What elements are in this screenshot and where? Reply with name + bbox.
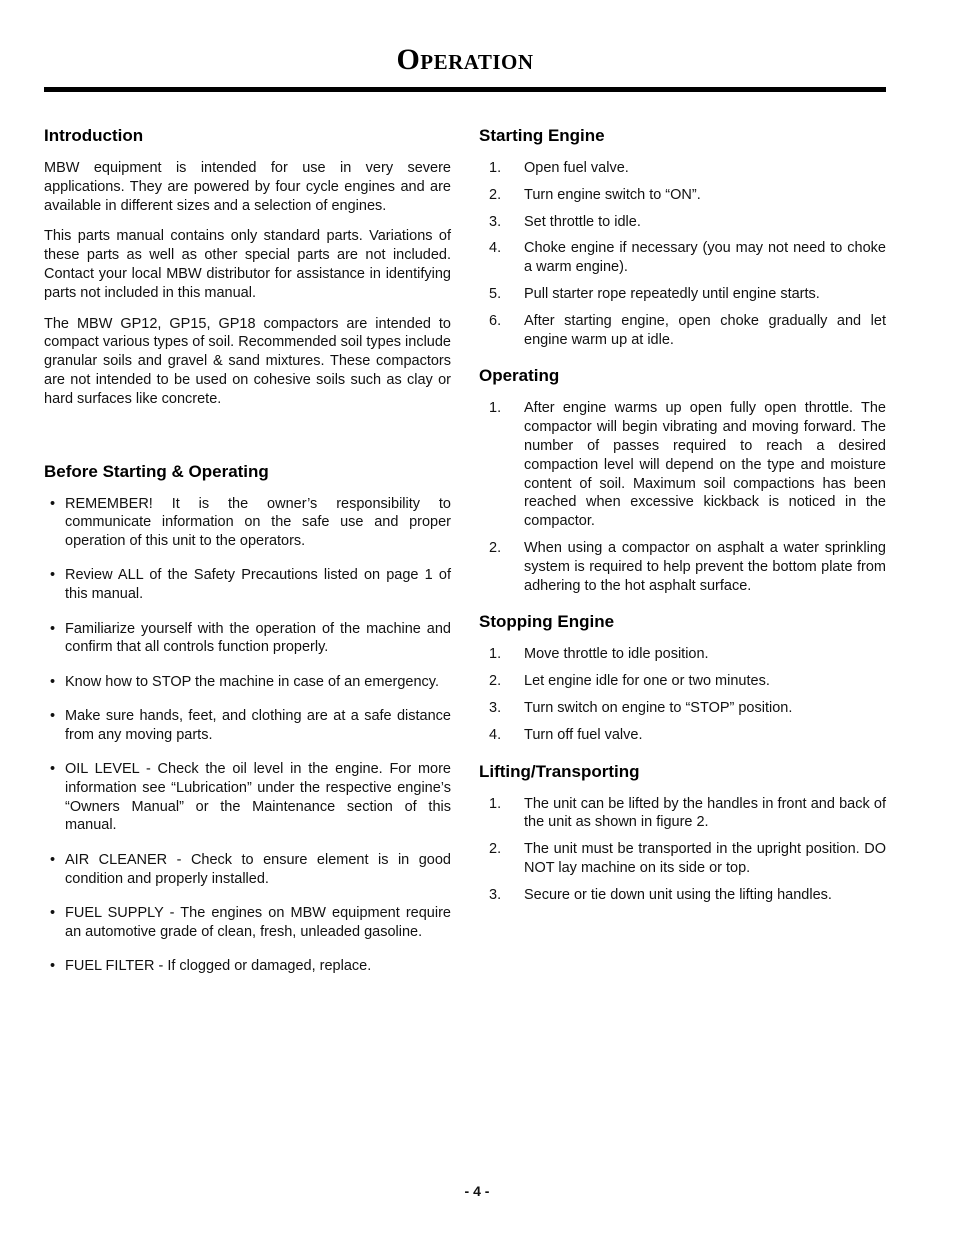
step-item xyxy=(479,312,886,350)
operating-section xyxy=(479,364,886,595)
step-item xyxy=(479,539,886,595)
page-number: - 4 - xyxy=(464,1183,490,1199)
starting-engine-heading: Starting Engine xyxy=(479,126,605,145)
step-number: 2. xyxy=(489,539,502,556)
bullet-item: • FUEL SUPPLY - The engines on MBW equipment require an automotive grade of clean, fresh, unleaded gasoline. xyxy=(44,904,451,942)
step-number: 3. xyxy=(489,886,502,903)
step-item xyxy=(479,186,886,205)
step-number: 5. xyxy=(489,285,502,302)
title-rule xyxy=(44,87,886,92)
step-item xyxy=(479,726,886,745)
bullet-item: • Familiarize yourself with the operation of the machine and confirm that all controls function properly. xyxy=(44,620,451,658)
bullet-item: • Make sure hands, feet, and clothing are at a safe distance from any moving parts. xyxy=(44,707,451,745)
bullet-item: • AIR CLEANER - Check to ensure element is in good condition and properly installed. xyxy=(44,851,451,889)
step-number: 2. xyxy=(489,673,502,690)
lifting-heading: Lifting/Transporting xyxy=(479,761,640,781)
step-text: When using a compactor on asphalt a water sprinkling system is required to help prevent the bottom plate from adhering to the hot asphalt surface. xyxy=(524,539,886,594)
step-item xyxy=(479,672,886,691)
step-number: 2. xyxy=(489,186,502,203)
step-text: Choke engine if necessary (you may not need to choke a warm engine). xyxy=(524,240,886,276)
step-text: Let engine idle for one or two minutes. xyxy=(524,673,770,690)
step-text: Pull starter rope repeatedly until engine starts. xyxy=(524,285,820,302)
starting-engine-section xyxy=(479,124,886,349)
step-text: Turn engine switch to “ON”. xyxy=(524,186,701,203)
before-starting-heading: Before Starting & Operating xyxy=(44,461,269,481)
step-item xyxy=(479,645,886,664)
step-text: Move throttle to idle position. xyxy=(524,646,709,663)
step-number: 3. xyxy=(489,213,502,230)
introduction-section xyxy=(44,124,451,409)
step-number: 1. xyxy=(489,646,502,663)
step-item xyxy=(479,285,886,304)
step-text: Set throttle to idle. xyxy=(524,213,641,230)
step-text: The unit can be lifted by the handles in front and back of the unit as shown in figure 2. xyxy=(524,795,886,831)
lifting-section xyxy=(479,760,886,905)
step-number: 1. xyxy=(489,795,502,812)
starting-engine-steps xyxy=(479,159,886,349)
step-text: Secure or tie down unit using the lifting handles. xyxy=(524,886,832,903)
step-item xyxy=(479,699,886,718)
page-title: Operation xyxy=(396,43,534,76)
step-number: 4. xyxy=(489,240,502,257)
left-column xyxy=(44,124,451,991)
step-text: After engine warms up open fully open throttle. The compactor will begin vibrating and moving forward. The number of passes required to reach a desired compaction level will depend on the type and moisture content of soil. Maximum soil compactions has been reached when excessive kickback is noticed in the compactor. xyxy=(524,400,886,530)
step-text: Turn switch on engine to “STOP” position. xyxy=(524,699,793,716)
step-item xyxy=(479,159,886,178)
stopping-engine-section xyxy=(479,610,886,744)
stopping-engine-steps xyxy=(479,645,886,744)
introduction-paragraph: This parts manual contains only standard parts. Variations of these parts as well as other special parts are not included. Contact your local MBW distributor for assistance in identifying parts not included in this manual. xyxy=(44,228,451,301)
bullet-item: • Review ALL of the Safety Precautions listed on page 1 of this manual. xyxy=(44,566,451,604)
step-item xyxy=(479,213,886,232)
step-number: 3. xyxy=(489,699,502,716)
step-text: Turn off fuel valve. xyxy=(524,726,643,743)
right-column xyxy=(479,124,886,913)
introduction-paragraph: MBW equipment is intended for use in very severe applications. They are powered by four cycle engines and are available in different sizes and a selection of engines. xyxy=(44,160,451,214)
introduction-heading: Introduction xyxy=(44,126,144,145)
lifting-steps xyxy=(479,795,886,905)
introduction-paragraph: The MBW GP12, GP15, GP18 compactors are intended to compact various types of soil. Recommended soil types include granular soils and gravel & sand mixtures. These compactors are not intended to be used on cohesive soils such as clay or hard surfaces like concrete. xyxy=(44,315,451,407)
bullet-item: • Know how to STOP the machine in case of an emergency. xyxy=(44,673,451,692)
step-text: After starting engine, open choke gradually and let engine warm up at idle. xyxy=(524,312,886,348)
before-starting-list xyxy=(44,495,451,976)
operating-heading: Operating xyxy=(479,366,560,386)
step-number: 1. xyxy=(489,400,502,417)
step-number: 1. xyxy=(489,160,502,176)
step-item xyxy=(479,795,886,833)
step-number: 2. xyxy=(489,841,502,858)
step-text: Open fuel valve. xyxy=(524,160,629,176)
step-item xyxy=(479,399,886,531)
step-number: 6. xyxy=(489,312,502,329)
step-item xyxy=(479,840,886,878)
stopping-engine-heading: Stopping Engine xyxy=(479,612,615,632)
step-item xyxy=(479,886,886,905)
step-number: 4. xyxy=(489,726,502,743)
bullet-item: • OIL LEVEL - Check the oil level in the engine. For more information see “Lubrication” under the respective engine’s “Owners Manual” or the Maintenance section of this manual. xyxy=(44,760,451,835)
before-starting-section xyxy=(44,460,451,976)
operating-steps xyxy=(479,399,886,595)
step-item xyxy=(479,239,886,277)
bullet-item: • REMEMBER! It is the owner’s responsibility to communicate information on the safe use and proper operation of this unit to the operators. xyxy=(44,495,451,551)
bullet-item: • FUEL FILTER - If clogged or damaged, replace. xyxy=(44,957,451,976)
step-text: The unit must be transported in the upright position. DO NOT lay machine on its side or top. xyxy=(524,841,886,876)
